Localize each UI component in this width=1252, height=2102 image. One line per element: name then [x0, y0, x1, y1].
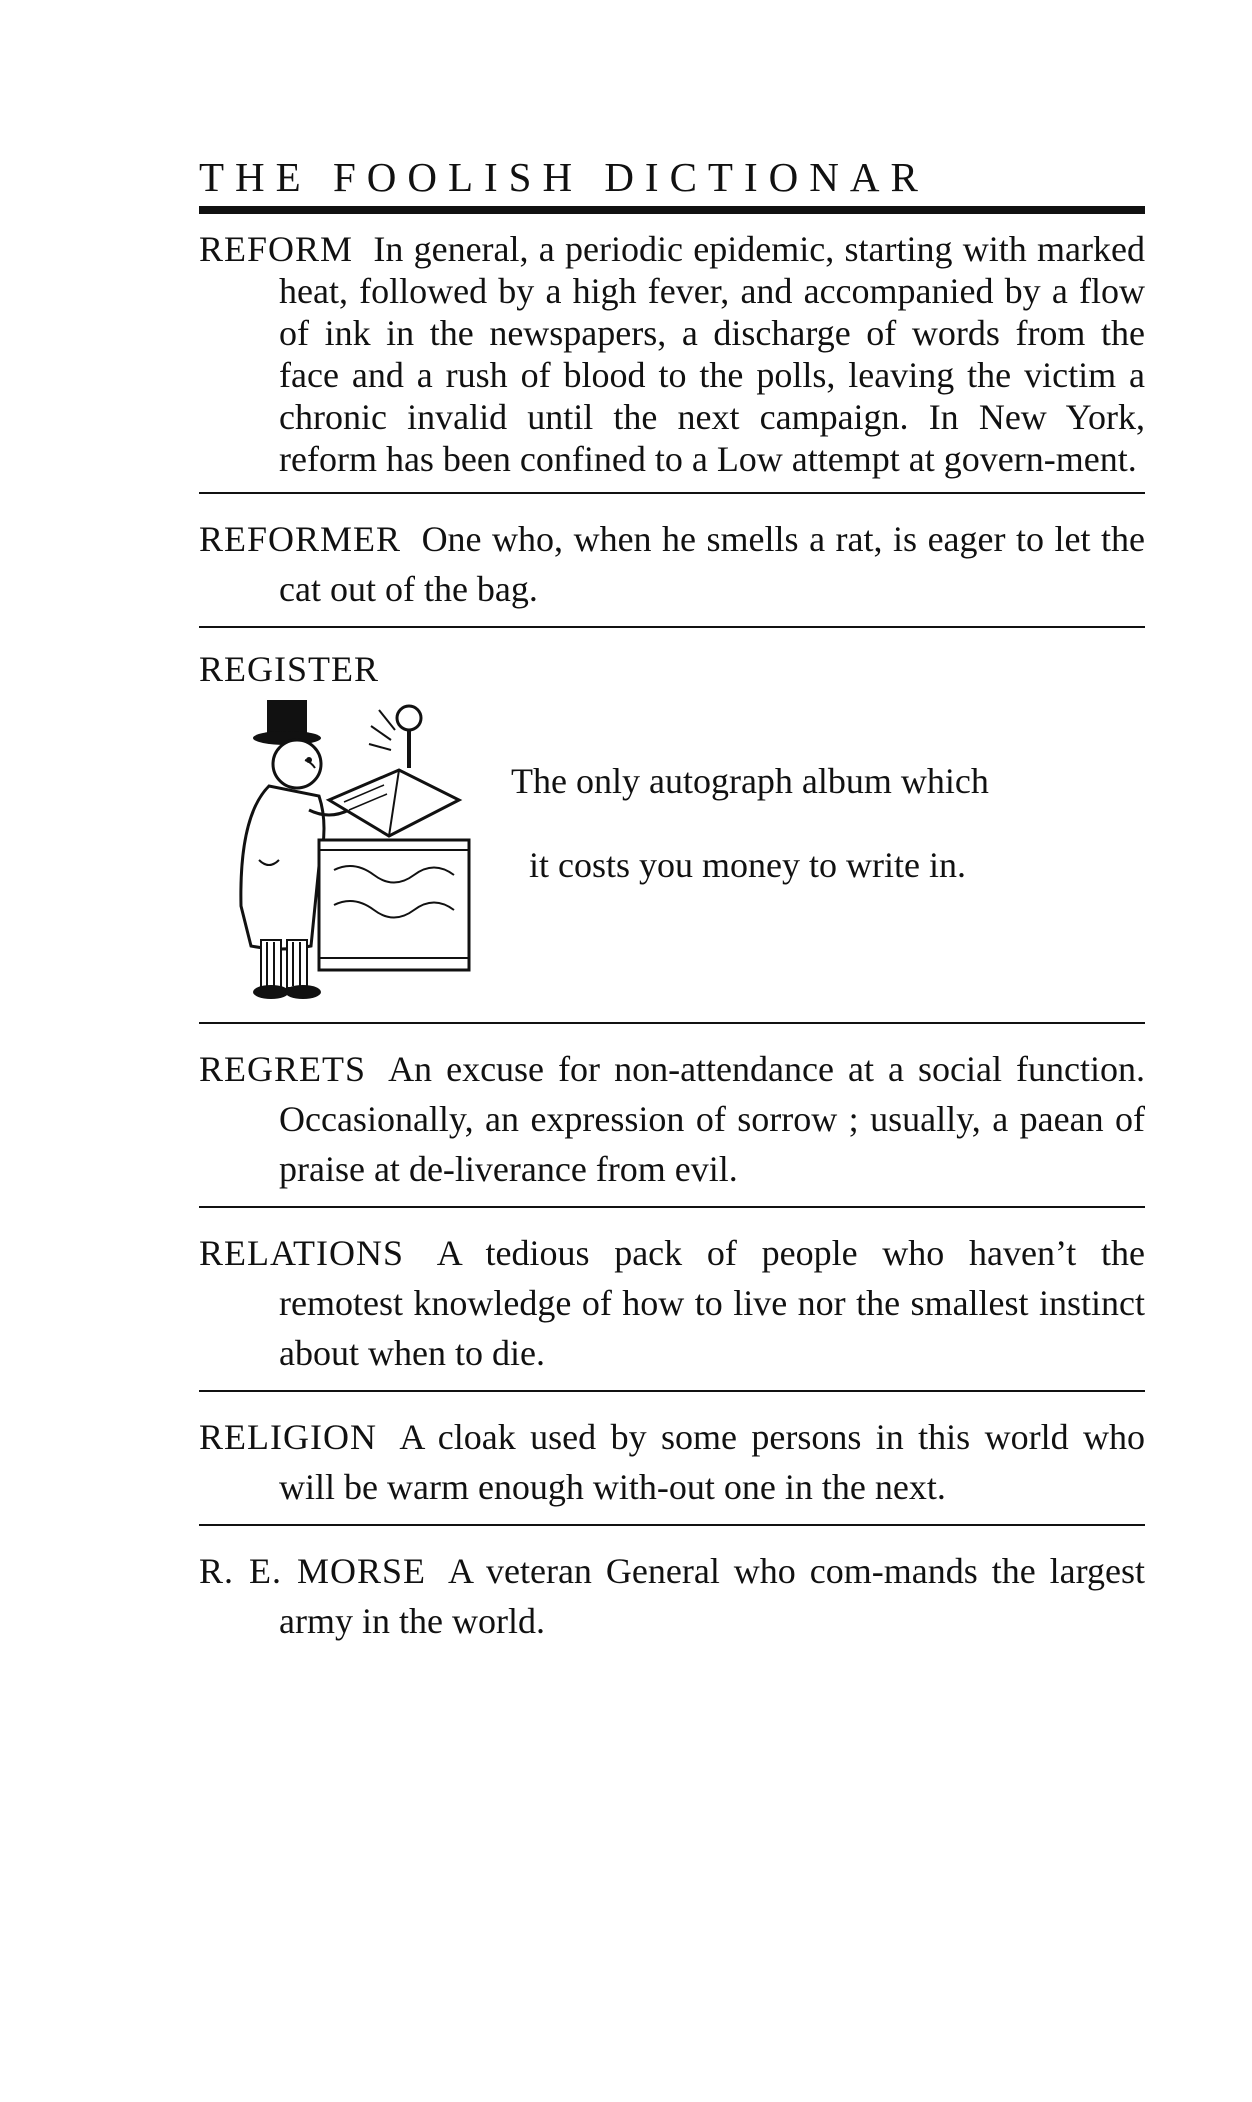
entry-term: REFORM — [199, 229, 354, 269]
entry-definition: A cloak used by some persons in this world who will be warm enough with-out one in the next. — [279, 1417, 1145, 1507]
entry-reform — [199, 228, 1145, 480]
entry-divider — [199, 1022, 1145, 1024]
entry-divider — [199, 626, 1145, 628]
entry-register — [199, 648, 1145, 1010]
entry-definition-line-2: it costs you money to write in. — [529, 845, 966, 885]
dictionary-page — [199, 150, 1145, 1646]
entry-term: R. E. MORSE — [199, 1551, 426, 1591]
entry-term: REGRETS — [199, 1049, 367, 1089]
entry-divider — [199, 1524, 1145, 1526]
man-signing-register-illustration — [219, 690, 479, 1010]
entry-term: RELATIONS — [199, 1233, 404, 1273]
entry-term: RELIGION — [199, 1417, 377, 1457]
header-rule — [199, 206, 1145, 214]
entry-divider — [199, 1390, 1145, 1392]
entry-r-e-morse — [199, 1546, 1145, 1646]
entry-definition: A tedious pack of people who haven’t the remotest knowledge of how to live nor the smallest instinct about when to die. — [279, 1233, 1146, 1373]
entry-definition-line-1: The only autograph album which — [511, 761, 989, 801]
entry-reformer — [199, 514, 1145, 614]
register-block — [199, 690, 1145, 1010]
entry-divider — [199, 492, 1145, 494]
entry-definition: In general, a periodic epidemic, starting with marked heat, followed by a high fever, and accompanied by a flow of ink in the newspapers, a discharge of words from the face and a rush of blood to the polls, leaving the victim a chronic invalid until the next campaign. In New York, reform has been confined to a Low attempt at govern-ment. — [279, 229, 1145, 479]
entry-religion — [199, 1412, 1145, 1512]
entry-relations — [199, 1228, 1145, 1378]
entry-definition: A veteran General who com-mands the largest army in the world. — [279, 1551, 1145, 1641]
entry-definition: An excuse for non-attendance at a social function. Occasionally, an expression of sorrow ; usually, a paean of praise at de-liverance from evil. — [279, 1049, 1145, 1189]
entry-regrets — [199, 1044, 1145, 1194]
running-header: THE FOOLISH DICTIONAR — [199, 154, 929, 200]
entry-term: REFORMER — [199, 519, 402, 559]
entry-term: REGISTER — [199, 649, 380, 689]
entry-divider — [199, 1206, 1145, 1208]
entry-definition: One who, when he smells a rat, is eager to let the cat out of the bag. — [279, 519, 1146, 609]
